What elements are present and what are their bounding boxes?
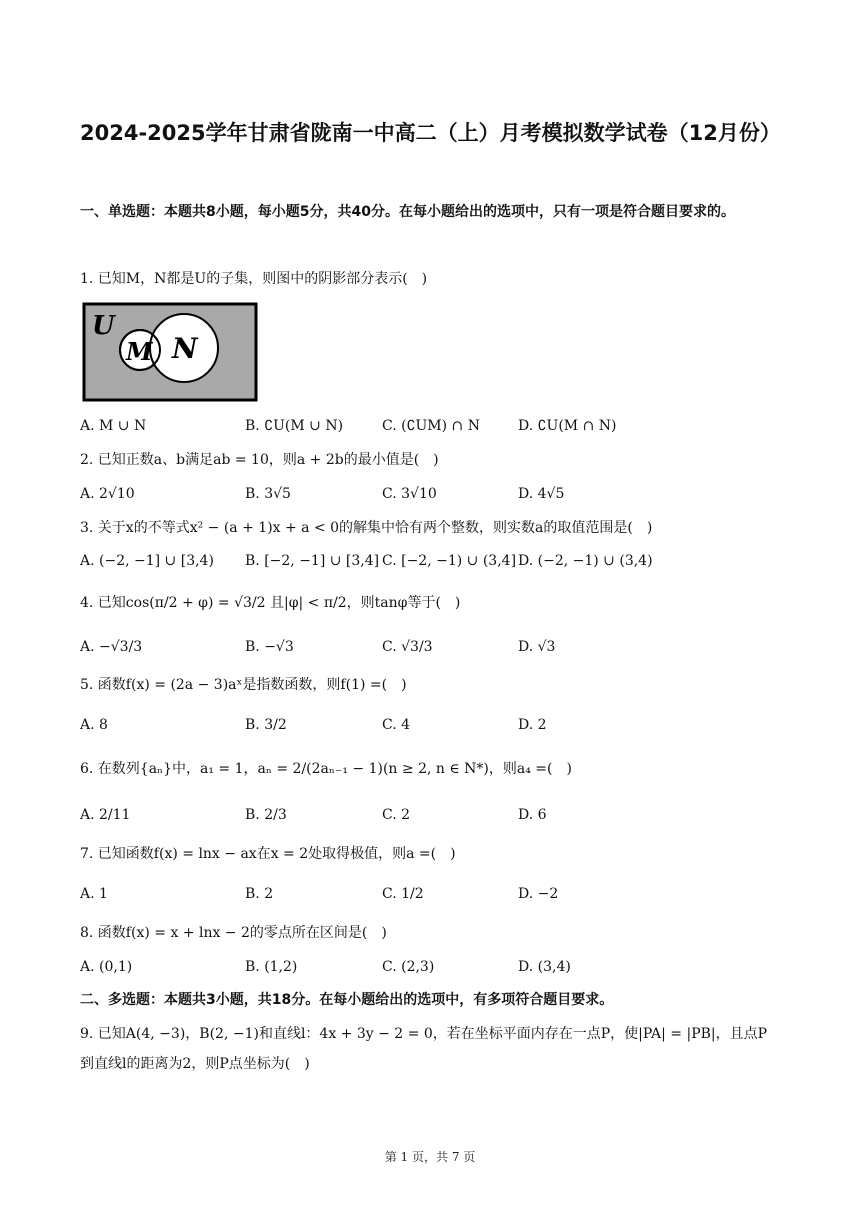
question-3: 3. 关于x的不等式x² − (a + 1)x + a < 0的解集中恰有两个整数，则实数a的取值范围是( ) bbox=[80, 520, 653, 536]
page-title: 2024-2025学年甘肃省陇南一中高二（上）月考模拟数学试卷（12月份） bbox=[80, 121, 781, 145]
option-a: A. −√3/3 bbox=[80, 639, 143, 655]
question-2: 2. 已知正数a、b满足ab = 10，则a + 2b的最小值是( ) bbox=[80, 452, 439, 468]
options-q1 bbox=[80, 411, 780, 441]
option-a: A. 2√10 bbox=[80, 486, 135, 502]
option-d: D. 2 bbox=[518, 717, 547, 733]
option-a: A. 1 bbox=[80, 886, 108, 902]
question-4: 4. 已知cos(π/2 + φ) = √3/2 且|φ| < π/2，则tanφ等于( ) bbox=[80, 595, 461, 611]
option-b: B. 3√5 bbox=[245, 486, 291, 502]
option-c: C. 4 bbox=[382, 717, 411, 733]
option-d: D. ∁U(M ∩ N) bbox=[518, 418, 617, 434]
option-b: B. 3/2 bbox=[245, 717, 287, 733]
question-9: 9. 已知A(4, −3)，B(2, −1)和直线l：4x + 3y − 2 = 0，若在坐标平面内存在一点P，使|PA| = |PB|，且点P到直线l的距离为2，则P点坐标为( ) bbox=[80, 1026, 768, 1072]
section-single-choice: 一、单选题：本题共8小题，每小题5分，共40分。在每小题给出的选项中，只有一项是符合题目要求的。 bbox=[80, 204, 735, 220]
question-8: 8. 函数f(x) = x + lnx − 2的零点所在区间是( ) bbox=[80, 925, 387, 941]
option-b: B. −√3 bbox=[245, 639, 294, 655]
venn-label-n: N bbox=[172, 332, 198, 365]
option-a: A. (0,1) bbox=[80, 959, 133, 975]
options-q4 bbox=[80, 632, 780, 662]
option-c: C. 1/2 bbox=[382, 886, 424, 902]
option-b: B. 2/3 bbox=[245, 807, 287, 823]
options-q6 bbox=[80, 800, 780, 830]
venn-label-m: M bbox=[126, 337, 153, 366]
option-b: B. 2 bbox=[245, 886, 274, 902]
options-q5 bbox=[80, 710, 780, 740]
section-multi-choice: 二、多选题：本题共3小题，共18分。在每小题给出的选项中，有多项符合题目要求。 bbox=[80, 992, 614, 1008]
option-a: A. M ∪ N bbox=[80, 418, 147, 434]
options-q8 bbox=[80, 952, 780, 982]
option-c: C. 2 bbox=[382, 807, 411, 823]
option-c: C. [−2, −1) ∪ (3,4] bbox=[382, 553, 517, 569]
option-d: D. −2 bbox=[518, 886, 559, 902]
option-b: B. ∁U(M ∪ N) bbox=[245, 418, 344, 434]
question-5: 5. 函数f(x) = (2a − 3)aˣ是指数函数，则f(1) =( ) bbox=[80, 677, 407, 693]
option-d: D. √3 bbox=[518, 639, 556, 655]
option-c: C. (2,3) bbox=[382, 959, 435, 975]
options-q3 bbox=[80, 546, 780, 576]
option-a: A. (−2, −1] ∪ [3,4) bbox=[80, 553, 214, 569]
option-d: D. (3,4) bbox=[518, 959, 571, 975]
options-q2 bbox=[80, 479, 780, 509]
option-c: C. √3/3 bbox=[382, 639, 433, 655]
venn-diagram bbox=[82, 302, 258, 402]
option-a: A. 2/11 bbox=[80, 807, 131, 823]
option-d: D. (−2, −1) ∪ (3,4) bbox=[518, 553, 653, 569]
option-a: A. 8 bbox=[80, 717, 108, 733]
question-6: 6. 在数列{aₙ}中，a₁ = 1，aₙ = 2/(2aₙ₋₁ − 1)(n ≥ 2, n ∈ N*)，则a₄ =( ) bbox=[80, 761, 572, 777]
option-b: B. (1,2) bbox=[245, 959, 298, 975]
question-1: 1. 已知M，N都是U的子集，则图中的阴影部分表示( ) bbox=[80, 271, 428, 287]
question-7: 7. 已知函数f(x) = lnx − ax在x = 2处取得极值，则a =( ) bbox=[80, 846, 456, 862]
page-footer: 第 1 页，共 7 页 bbox=[384, 1150, 476, 1164]
option-d: D. 4√5 bbox=[518, 486, 565, 502]
venn-label-u: U bbox=[92, 311, 115, 341]
option-b: B. [−2, −1] ∪ [3,4] bbox=[245, 553, 380, 569]
option-d: D. 6 bbox=[518, 807, 547, 823]
option-c: C. (∁UM) ∩ N bbox=[382, 418, 480, 434]
options-q7 bbox=[80, 879, 780, 909]
option-c: C. 3√10 bbox=[382, 486, 437, 502]
